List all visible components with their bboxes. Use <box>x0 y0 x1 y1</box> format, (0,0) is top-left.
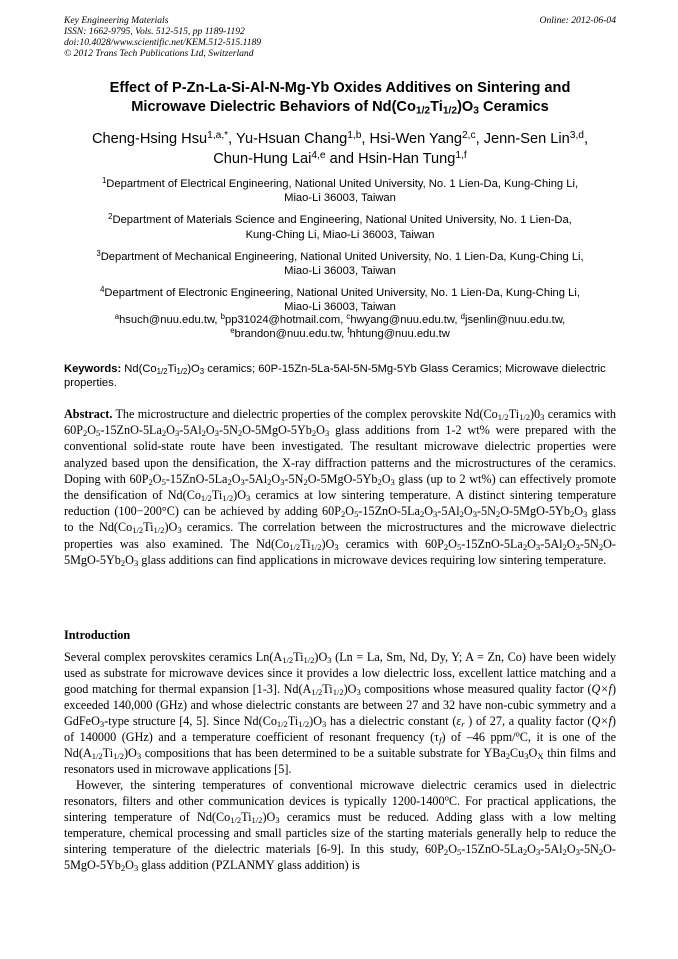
online-date: Online: 2012-06-04 <box>539 15 616 26</box>
email-link[interactable]: hwyang@nuu.edu.tw, <box>350 314 461 326</box>
author: Hsi-Wen Yang$^{2,c}$, <box>369 129 484 147</box>
journal-name: Key Engineering Materials <box>64 15 169 26</box>
author-list <box>64 129 616 169</box>
keywords: Keywords: $Nd(Co_{1/2}Ti_{1/2})O_3$ ceramics; 60P-15Zn-5La-5Al-5N-5Mg-5Yb Glass Ceramics; Microwave dielectric properties. <box>64 363 606 390</box>
email-link[interactable]: hsuch@nuu.edu.tw, <box>119 314 221 326</box>
author-emails: $^a$hsuch@nuu.edu.tw, $^b$pp31024@hotmail.com, $^c$hwyang@nuu.edu.tw, $^d$jsenlin@nuu.edu.tw, $^e$brandon@nuu.edu.tw, $^f$hhtung@nuu.edu.tw <box>114 312 566 341</box>
email-link[interactable]: pp31024@hotmail.com, <box>224 314 347 326</box>
abstract: Abstract. The microstructure and dielectric properties of the complex perovskite $Nd(Co_{1/2}Ti_{1/2})0_3$ ceramics with $60P_2O_5-15ZnO-5La_2O_3-5Al_2O_3-5N_2O-5MgO-5Yb_2O_3$ glass additions from 1-2 wt% were prepared with the conventional solid-state route have been investigated. The resultant microwave dielectric properties were analyzed based upon the densification, the X-ray diffraction patterns and the microstructures of the ceramics. Doping with $60P_2O_5-15ZnO-5La_2O_3-5Al_2O_3-5N_2O-5MgO-5Yb_2O_3$ glass (up to 2 wt%) can effectively promote the densification of $Nd(Co_{1/2}Ti_{1/2})O_3$ ceramics at low sintering temperature. A distinct sintering temperature reduction (100−200°C) can be achieved by adding $60P_2O_5-15ZnO-5La_2O_3-5Al_2O_3-5N_2O-5MgO-5Yb_2O_3$ glass to the $Nd(Co_{1/2}Ti_{1/2})O_3$ ceramics. The correlation between the microstructures and the microwave dielectric properties was also examined. The $Nd(Co_{1/2}Ti_{1/2})O_3$ ceramics with $60P_2O_5-15ZnO-5La_2O_3-5Al_2O_3-5N_2O-5MgO-5Yb_2O_3$ glass additions can find applications in microwave devices requiring low sintering temperature. <box>64 407 617 568</box>
paragraph: However, the sintering temperatures of conventional microwave dielectric ceramics used in dielectric resonators, filters and other communication devices is typically 1200-1400$^o$C. For practical applications, the sintering temperature of $Nd(Co_{1/2}Ti_{1/2})O_3$ ceramics must be reduced. Adding glass with a low melting temperature, chemical processing and small particles size of the starting materials generally help to reduce the sintering temperature of the dielectric materials [6-9]. In this study, $60P_2O_5-15ZnO-5La_2O_3-5Al_2O_3-5N_2O-5MgO-5Yb_2O_3$ glass addition (PZLANMY glass addition) is <box>64 778 616 874</box>
doi-line: doi:10.4028/www.scientific.net/KEM.512-515.1189 <box>64 37 262 48</box>
affiliations <box>60 177 620 323</box>
copyright-line: © 2012 Trans Tech Publications Ltd, Switzerland <box>64 48 254 59</box>
email-link[interactable]: brandon@nuu.edu.tw, <box>234 328 348 341</box>
issn-line: ISSN: 1662-9795, Vols. 512-515, pp 1189-1192 <box>64 26 245 37</box>
author: Hsin-Han Tung$^{1,f}$ <box>358 149 467 167</box>
title-line-2: Microwave Dielectric Behaviors of $Nd(Co_{1/2}Ti_{1/2})O_3$ Ceramics <box>131 99 549 117</box>
title-line-1: Effect of P-Zn-La-Si-Al-N-Mg-Yb Oxides Additives on Sintering and <box>109 80 571 96</box>
introduction-body <box>64 649 616 873</box>
paper-title <box>64 79 616 117</box>
abstract-label: Abstract. <box>64 407 113 421</box>
affiliation: $^2$Department of Materials Science and Engineering, National United University, No. 1 Lien-Da, Kung-Ching Li, Miao-Li 36003, Taiwan <box>108 212 572 241</box>
email-link[interactable]: jsenlin@nuu.edu.tw, <box>464 314 566 326</box>
author: Chun-Hung Lai$^{4,e}$ and <box>213 149 359 167</box>
author: Cheng-Hsing Hsu$^{1,a,*}$, <box>91 129 237 147</box>
paragraph: Several complex perovskites ceramics $Ln(A_{1/2}Ti_{1/2})O_3$ (Ln = La, Sm, Nd, Dy, Y; A = Zn, Co) have been widely used as substrate for microwave devices since it provides a low dielectric loss, excellent lattice matching and a good matching for thermal expansion [1-3]. $Nd(A_{1/2}Ti_{1/2})O_3$ compositions whose measured quality factor (Q×f) exceeded 140,000 (GHz) and whose dielectric constants are between 27 and 32 have non-cubic symmetry and a GdFeO$_3$-type structure [4, 5]. Since $Nd(Co_{1/2}Ti_{1/2})O_3$ has a dielectric constant ($\varepsilon_r$ ) of 27, a quality factor (Q×f) of 140000 (GHz) and a temperature coefficient of resonant frequency $(\tau_f)$ of –46 ppm/$^o$C, it is one of the $Nd(A_{1/2}Ti_{1/2})O_3$ compositions that has been determined to be a suitable substrate for $YBa_2Cu_3O_X$ thin films and resonators used in microwave applications [5]. <box>64 650 617 776</box>
author: Yu-Hsuan Chang$^{1,b}$, <box>236 129 370 147</box>
email-link[interactable]: hhtung@nuu.edu.tw <box>349 328 450 341</box>
author: Jenn-Sen Lin$^{3,d}$, <box>483 129 589 147</box>
affiliation: $^3$Department of Mechanical Engineering, National United University, No. 1 Lien-Da, Kung-Ching Li, Miao-Li 36003, Taiwan <box>96 248 584 278</box>
affiliation: $^4$Department of Electronic Engineering, National United University, No. 1 Lien-Da, Kung-Ching Li, Miao-Li 36003, Taiwan <box>100 285 580 314</box>
affiliation: $^1$Department of Electrical Engineering, National United University, No. 1 Lien-Da, Kung-Ching Li, Miao-Li 36003, Taiwan <box>101 176 579 205</box>
keywords-label: Keywords: <box>64 363 122 375</box>
publication-header <box>64 15 616 59</box>
section-heading-introduction: Introduction <box>64 628 131 642</box>
